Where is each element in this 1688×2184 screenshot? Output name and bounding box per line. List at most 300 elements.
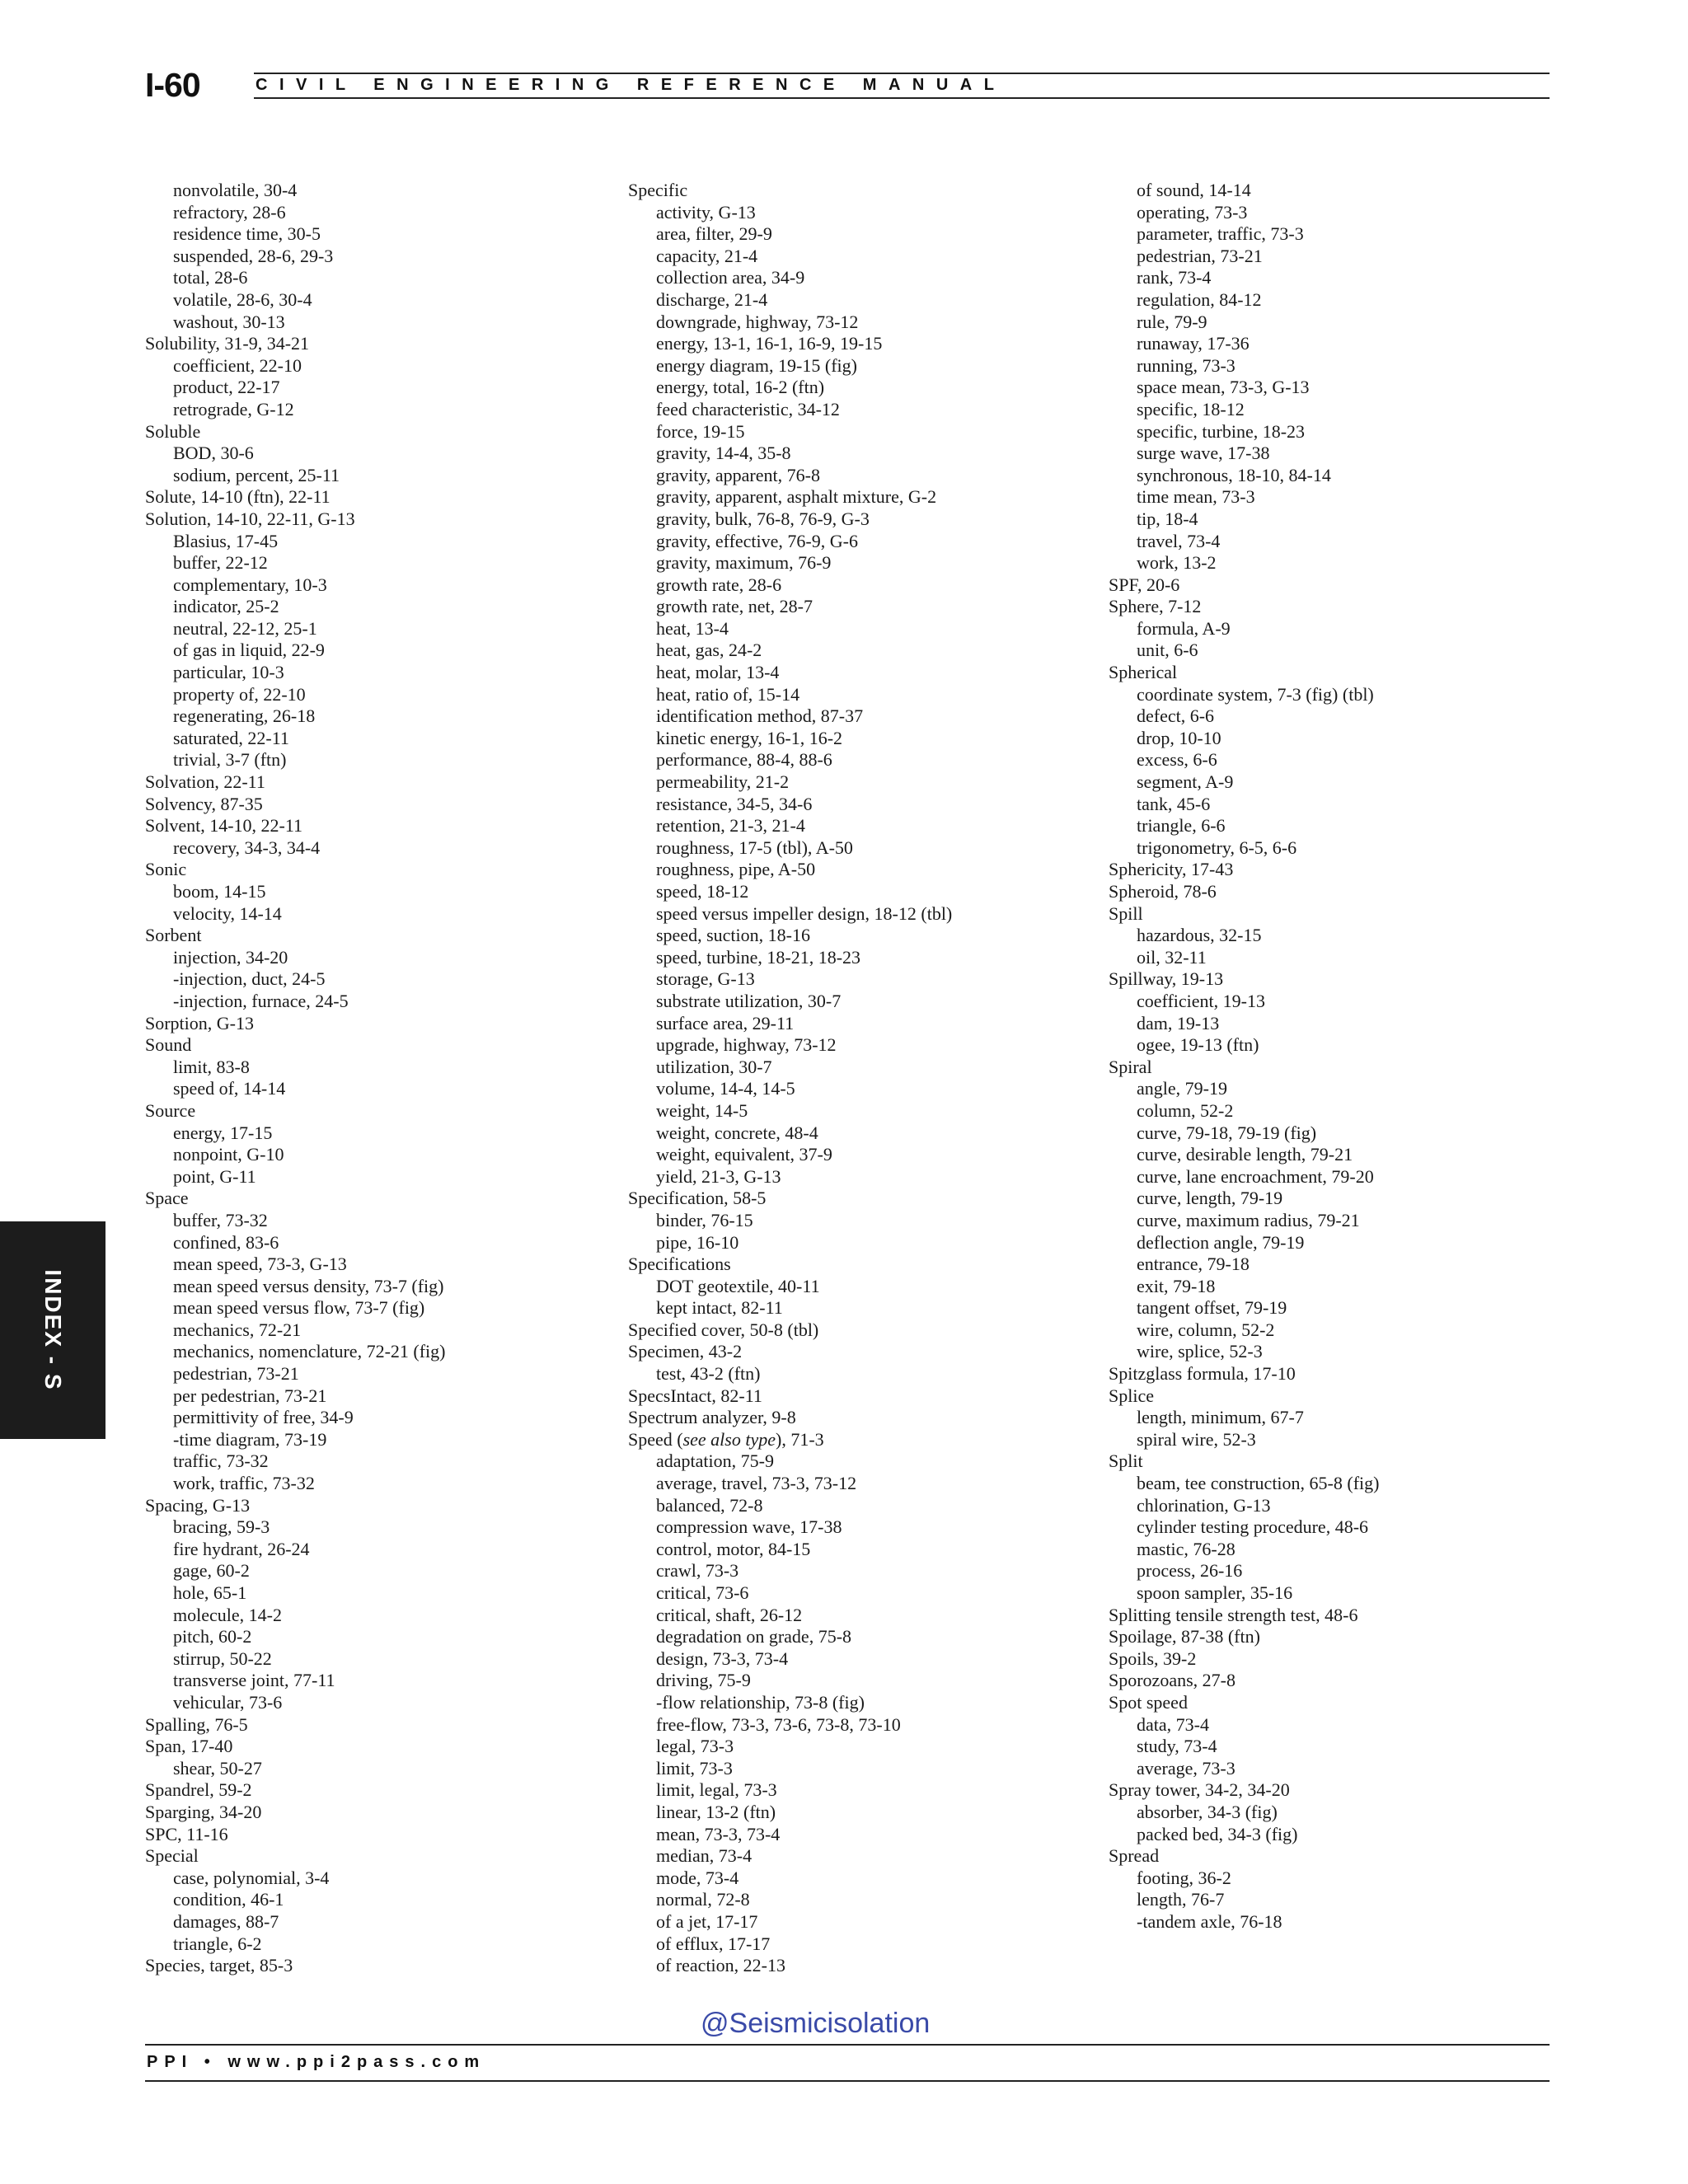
- entry-text: SPC, 11-16: [145, 1823, 228, 1844]
- index-subentry: [628, 947, 1090, 969]
- index-subentry: [1109, 1539, 1570, 1561]
- index-subentry: [1109, 1758, 1570, 1780]
- index-subentry: [628, 1232, 1090, 1254]
- index-entry: [628, 1407, 1090, 1429]
- entry-text: Sound: [145, 1034, 192, 1056]
- entry-text: SpecsIntact, 82-11: [628, 1385, 762, 1406]
- index-subentry: [145, 1385, 607, 1408]
- entry-text: -tandem axle, 76-18: [1137, 1910, 1282, 1932]
- entry-text: Specification, 58-5: [628, 1188, 767, 1209]
- index-subentry: [628, 355, 1090, 377]
- entry-text: segment, A-9: [1137, 771, 1234, 793]
- index-subentry: [1109, 1100, 1570, 1122]
- index-subentry: [145, 1363, 607, 1385]
- footer-rule-top: [145, 2044, 1550, 2046]
- entry-text: legal, 73-3: [656, 1736, 734, 1757]
- index-subentry: [628, 1144, 1090, 1166]
- entry-text: property of, 22-10: [173, 683, 306, 705]
- index-subentry: [1109, 202, 1570, 224]
- index-subentry: [145, 1232, 607, 1254]
- index-subentry: [145, 1166, 607, 1188]
- entry-text: Solvent, 14-10, 22-11: [145, 815, 303, 837]
- entry-text: travel, 73-4: [1137, 530, 1221, 551]
- index-column-1: [145, 180, 607, 1977]
- index-entry: [628, 1254, 1090, 1276]
- entry-text: of sound, 14-14: [1137, 180, 1251, 200]
- entry-text: -injection, furnace, 24-5: [173, 990, 349, 1011]
- index-subentry: [145, 1670, 607, 1692]
- entry-text: feed characteristic, 34-12: [656, 398, 840, 419]
- index-subentry: [628, 968, 1090, 991]
- entry-text: substrate utilization, 30-7: [656, 990, 842, 1011]
- index-subentry: [628, 1516, 1090, 1539]
- index-subentry: [145, 662, 607, 684]
- entry-text: Blasius, 17-45: [173, 530, 279, 551]
- index-subentry: [145, 1429, 607, 1451]
- entry-text: area, filter, 29-9: [656, 223, 772, 245]
- index-subentry: [1109, 1495, 1570, 1517]
- entry-text: regulation, 84-12: [1137, 288, 1262, 310]
- entry-text: heat, ratio of, 15-14: [656, 683, 800, 705]
- entry-text: free-flow, 73-3, 73-6, 73-8, 73-10: [656, 1713, 901, 1735]
- entry-text: recovery, 34-3, 34-4: [173, 837, 321, 858]
- entry-text: energy, 17-15: [173, 1122, 273, 1143]
- entry-text: nonvolatile, 30-4: [173, 180, 298, 200]
- entry-text: process, 26-16: [1137, 1560, 1243, 1582]
- index-subentry: [628, 662, 1090, 684]
- index-subentry: [1109, 289, 1570, 312]
- index-subentry: [628, 1451, 1090, 1473]
- entry-text: triangle, 6-2: [173, 1933, 262, 1954]
- index-subentry: [628, 1473, 1090, 1495]
- index-entry: [628, 1188, 1090, 1210]
- index-subentry: [145, 1144, 607, 1166]
- index-entry: [1109, 1451, 1570, 1473]
- index-subentry: [145, 728, 607, 750]
- entry-text: median, 73-4: [656, 1845, 753, 1867]
- index-subentry: [628, 1013, 1090, 1035]
- index-subentry: [145, 1692, 607, 1714]
- index-subentry: [1109, 1473, 1570, 1495]
- index-subentry: [145, 552, 607, 574]
- index-subentry: [1109, 1341, 1570, 1363]
- entry-text: refractory, 28-6: [173, 201, 286, 223]
- index-subentry: [628, 289, 1090, 312]
- index-subentry: [1109, 180, 1570, 202]
- page-number: I-60: [145, 66, 200, 104]
- index-entry: [1109, 1779, 1570, 1802]
- index-subentry: [1109, 377, 1570, 399]
- entry-text: spiral wire, 52-3: [1137, 1428, 1256, 1450]
- entry-text: spoon sampler, 35-16: [1137, 1582, 1293, 1603]
- entry-text: rank, 73-4: [1137, 267, 1212, 288]
- index-entry: [628, 1429, 1090, 1451]
- entry-text: mastic, 76-28: [1137, 1538, 1236, 1559]
- index-subentry: [1109, 1889, 1570, 1911]
- index-entry: [145, 794, 607, 816]
- entry-text: length, minimum, 67-7: [1137, 1407, 1304, 1428]
- entry-text: mechanics, nomenclature, 72-21 (fig): [173, 1341, 446, 1362]
- index-subentry: [628, 1166, 1090, 1188]
- entry-text: degradation on grade, 75-8: [656, 1626, 852, 1647]
- index-subentry: [628, 1495, 1090, 1517]
- running-title: CIVIL ENGINEERING REFERENCE MANUAL: [256, 76, 1006, 94]
- entry-text: heat, gas, 24-2: [656, 640, 762, 661]
- index-subentry: [628, 991, 1090, 1013]
- index-subentry: [628, 1802, 1090, 1824]
- index-subentry: [1109, 705, 1570, 728]
- index-subentry: [628, 1955, 1090, 1977]
- index-subentry: [628, 574, 1090, 597]
- entry-text: cylinder testing procedure, 48-6: [1137, 1516, 1369, 1538]
- entry-text: limit, 83-8: [173, 1056, 250, 1077]
- header-rule-bottom: [254, 97, 1550, 99]
- index-column-3: [1109, 180, 1570, 1933]
- entry-text: average, travel, 73-3, 73-12: [656, 1473, 857, 1494]
- index-subentry: [628, 1824, 1090, 1846]
- entry-text: saturated, 22-11: [173, 727, 289, 748]
- entry-text: curve, 79-18, 79-19 (fig): [1137, 1122, 1317, 1143]
- entry-text: surface area, 29-11: [656, 1012, 795, 1033]
- entry-text: wire, splice, 52-3: [1137, 1341, 1263, 1362]
- index-subentry: [628, 859, 1090, 881]
- index-subentry: [628, 640, 1090, 662]
- entry-text: speed versus impeller design, 18-12 (tbl): [656, 902, 953, 924]
- entry-text: particular, 10-3: [173, 662, 284, 683]
- index-subentry: [145, 1516, 607, 1539]
- entry-text: kinetic energy, 16-1, 16-2: [656, 727, 843, 748]
- entry-text: curve, maximum radius, 79-21: [1137, 1209, 1360, 1230]
- index-subentry: [628, 377, 1090, 399]
- index-subentry: [145, 991, 607, 1013]
- entry-text: Spalling, 76-5: [145, 1713, 248, 1735]
- index-subentry: [1109, 925, 1570, 947]
- entry-text: study, 73-4: [1137, 1736, 1217, 1757]
- index-subentry: [145, 399, 607, 421]
- entry-text: resistance, 34-5, 34-6: [656, 793, 813, 814]
- entry-text: work, traffic, 73-32: [173, 1473, 315, 1494]
- entry-text: critical, shaft, 26-12: [656, 1604, 803, 1625]
- index-subentry: [1109, 531, 1570, 553]
- index-subentry: [145, 1276, 607, 1298]
- entry-text: defect, 6-6: [1137, 705, 1215, 727]
- entry-text: Spill: [1109, 902, 1143, 924]
- entry-text: indicator, 25-2: [173, 596, 279, 617]
- entry-text: speed, turbine, 18-21, 18-23: [656, 946, 861, 968]
- index-subentry: [1109, 421, 1570, 443]
- entry-text: Solubility, 31-9, 34-21: [145, 333, 310, 354]
- index-subentry: [145, 289, 607, 312]
- entry-text: Spoilage, 87-38 (ftn): [1109, 1626, 1260, 1647]
- entry-text: length, 76-7: [1137, 1889, 1225, 1910]
- entry-text: retrograde, G-12: [173, 398, 294, 419]
- index-subentry: [628, 486, 1090, 509]
- index-entry: [1109, 662, 1570, 684]
- index-entry: [1109, 859, 1570, 881]
- index-subentry: [145, 1254, 607, 1276]
- entry-text: gage, 60-2: [173, 1560, 250, 1582]
- index-entry: [628, 1341, 1090, 1363]
- entry-text: point, G-11: [173, 1165, 256, 1187]
- page-header: [145, 64, 1550, 105]
- index-subentry: [628, 815, 1090, 837]
- index-entry: [1109, 1692, 1570, 1714]
- entry-text: Spheroid, 78-6: [1109, 881, 1217, 902]
- entry-text: pedestrian, 73-21: [1137, 245, 1263, 266]
- index-subentry: [145, 749, 607, 771]
- entry-text: hazardous, 32-15: [1137, 925, 1262, 946]
- index-entry: [145, 925, 607, 947]
- entry-text: damages, 88-7: [173, 1910, 279, 1932]
- index-side-tab: [0, 1221, 106, 1439]
- index-subentry: [628, 794, 1090, 816]
- entry-text: molecule, 14-2: [173, 1604, 282, 1625]
- index-entry: [1109, 1845, 1570, 1868]
- index-subentry: [145, 1648, 607, 1671]
- index-subentry: [1109, 1429, 1570, 1451]
- index-entry: [145, 486, 607, 509]
- entry-text: excess, 6-6: [1137, 749, 1217, 771]
- entry-text: Spandrel, 59-2: [145, 1779, 252, 1801]
- index-subentry: [145, 1605, 607, 1627]
- entry-text: DOT geotextile, 40-11: [656, 1275, 820, 1296]
- index-entry: [145, 1955, 607, 1977]
- entry-text: of efflux, 17-17: [656, 1933, 771, 1954]
- entry-text: growth rate, 28-6: [656, 574, 782, 595]
- entry-text: permeability, 21-2: [656, 771, 790, 793]
- entry-text: per pedestrian, 73-21: [173, 1385, 327, 1406]
- index-subentry: [145, 1451, 607, 1473]
- index-entry: [1109, 596, 1570, 618]
- index-subentry: [628, 1714, 1090, 1736]
- entry-text: weight, equivalent, 37-9: [656, 1144, 832, 1165]
- index-subentry: [628, 465, 1090, 487]
- index-subentry: [1109, 333, 1570, 355]
- index-subentry: [145, 903, 607, 926]
- entry-text: mode, 73-4: [656, 1867, 739, 1888]
- entry-text: Sonic: [145, 859, 187, 880]
- entry-text: sodium, percent, 25-11: [173, 464, 340, 485]
- index-subentry: [145, 246, 607, 268]
- index-subentry: [145, 465, 607, 487]
- entry-text: weight, 14-5: [656, 1099, 748, 1121]
- index-subentry: [145, 1122, 607, 1145]
- entry-text: gravity, effective, 76-9, G-6: [656, 530, 858, 551]
- index-entry: [145, 1100, 607, 1122]
- entry-text: of gas in liquid, 22-9: [173, 640, 325, 661]
- index-subentry: [628, 1605, 1090, 1627]
- entry-text: binder, 76-15: [656, 1209, 753, 1230]
- index-subentry: [628, 684, 1090, 706]
- index-subentry: [1109, 486, 1570, 509]
- entry-text: wire, column, 52-2: [1137, 1319, 1275, 1340]
- index-subentry: [145, 1319, 607, 1342]
- entry-text: drop, 10-10: [1137, 727, 1221, 748]
- entry-text: column, 52-2: [1137, 1099, 1234, 1121]
- entry-text: packed bed, 34-3 (fig): [1137, 1823, 1298, 1844]
- entry-text: fire hydrant, 26-24: [173, 1538, 310, 1559]
- index-subentry: [1109, 1911, 1570, 1933]
- index-subentry: [1109, 794, 1570, 816]
- index-subentry: [145, 1473, 607, 1495]
- entry-text: Specific: [628, 180, 688, 200]
- entry-text: volume, 14-4, 14-5: [656, 1078, 795, 1099]
- entry-text: curve, length, 79-19: [1137, 1188, 1283, 1209]
- index-subentry: [628, 1057, 1090, 1079]
- entry-text: coordinate system, 7-3 (fig) (tbl): [1137, 683, 1374, 705]
- index-subentry: [1109, 1210, 1570, 1232]
- index-subentry: [1109, 1232, 1570, 1254]
- index-subentry: [145, 1297, 607, 1319]
- entry-text: formula, A-9: [1137, 617, 1231, 639]
- entry-text: surge wave, 17-38: [1137, 443, 1270, 464]
- entry-text: mean speed, 73-3, G-13: [173, 1254, 347, 1275]
- index-subentry: [145, 531, 607, 553]
- index-subentry: [145, 705, 607, 728]
- entry-text: gravity, 14-4, 35-8: [656, 443, 791, 464]
- index-subentry: [145, 1407, 607, 1429]
- index-subentry: [628, 1911, 1090, 1933]
- entry-text: driving, 75-9: [656, 1670, 751, 1691]
- entry-text: Solvency, 87-35: [145, 793, 263, 814]
- entry-text: Specimen, 43-2: [628, 1341, 743, 1362]
- index-subentry: [628, 1363, 1090, 1385]
- entry-text: Soluble: [145, 420, 201, 442]
- entry-text: crawl, 73-3: [656, 1560, 739, 1582]
- entry-text: Spread: [1109, 1845, 1160, 1867]
- index-subentry: [628, 1100, 1090, 1122]
- entry-text: Spiral: [1109, 1056, 1152, 1077]
- index-subentry: [1109, 1276, 1570, 1298]
- index-subentry: [145, 684, 607, 706]
- index-entry: [145, 333, 607, 355]
- index-subentry: [1109, 1516, 1570, 1539]
- index-subentry: [1109, 1166, 1570, 1188]
- entry-text: washout, 30-13: [173, 311, 285, 332]
- index-entry: [1109, 1648, 1570, 1671]
- index-entry: [145, 859, 607, 881]
- index-subentry: [145, 618, 607, 640]
- index-subentry: [1109, 1714, 1570, 1736]
- index-entry: [628, 1385, 1090, 1408]
- index-subentry: [1109, 1407, 1570, 1429]
- index-subentry: [145, 1868, 607, 1890]
- entry-text: design, 73-3, 73-4: [656, 1647, 789, 1669]
- index-entry: [145, 1802, 607, 1824]
- entry-text: vehicular, 73-6: [173, 1691, 283, 1713]
- index-subentry: [628, 202, 1090, 224]
- index-subentry: [628, 837, 1090, 860]
- index-subentry: [1109, 223, 1570, 246]
- index-subentry: [1109, 1319, 1570, 1342]
- index-subentry: [1109, 771, 1570, 794]
- entry-text: discharge, 21-4: [656, 288, 768, 310]
- index-subentry: [145, 223, 607, 246]
- index-entry: [145, 1495, 607, 1517]
- index-subentry: [628, 1078, 1090, 1100]
- entry-text: injection, 34-20: [173, 946, 288, 968]
- index-column-2: [628, 180, 1090, 1977]
- entry-text: residence time, 30-5: [173, 223, 321, 245]
- entry-text: condition, 46-1: [173, 1889, 284, 1910]
- entry-text: mean speed versus flow, 73-7 (fig): [173, 1297, 425, 1319]
- entry-text: of reaction, 22-13: [656, 1955, 785, 1976]
- index-entry: [628, 180, 1090, 202]
- index-subentry: [145, 968, 607, 991]
- index-subentry: [1109, 1736, 1570, 1758]
- index-subentry: [145, 1341, 607, 1363]
- index-subentry: [628, 246, 1090, 268]
- entry-text: Species, target, 85-3: [145, 1955, 293, 1976]
- index-subentry: [1109, 728, 1570, 750]
- index-subentry: [1109, 1582, 1570, 1605]
- entry-text: stirrup, 50-22: [173, 1647, 272, 1669]
- entry-text: limit, 73-3: [656, 1757, 733, 1779]
- entry-text: Solution, 14-10, 22-11, G-13: [145, 508, 355, 529]
- index-subentry: [628, 333, 1090, 355]
- entry-text: storage, G-13: [656, 968, 755, 990]
- entry-text: data, 73-4: [1137, 1713, 1209, 1735]
- index-subentry: [145, 881, 607, 903]
- entry-text: Spectrum analyzer, 9-8: [628, 1407, 796, 1428]
- entry-text: Sorbent: [145, 925, 202, 946]
- entry-text: triangle, 6-6: [1137, 815, 1226, 837]
- entry-text: tip, 18-4: [1137, 508, 1198, 529]
- index-subentry: [628, 1648, 1090, 1671]
- index-subentry: [628, 509, 1090, 531]
- entry-text: -time diagram, 73-19: [173, 1428, 327, 1450]
- entry-text: capacity, 21-4: [656, 245, 758, 266]
- index-subentry: [145, 1933, 607, 1956]
- entry-text: SPF, 20-6: [1109, 574, 1180, 595]
- index-subentry: [145, 640, 607, 662]
- entry-text: roughness, 17-5 (tbl), A-50: [656, 837, 853, 858]
- index-subentry: [1109, 640, 1570, 662]
- entry-text: hole, 65-1: [173, 1582, 247, 1603]
- entry-text: pitch, 60-2: [173, 1626, 252, 1647]
- index-subentry: [628, 925, 1090, 947]
- entry-text: Sparging, 34-20: [145, 1801, 262, 1822]
- index-subentry: [145, 596, 607, 618]
- entry-text: adaptation, 75-9: [656, 1451, 774, 1472]
- entry-text: Spacing, G-13: [145, 1494, 251, 1516]
- entry-text: performance, 88-4, 88-6: [656, 749, 832, 771]
- index-entry: [145, 509, 607, 531]
- entry-text: Sphere, 7-12: [1109, 596, 1202, 617]
- index-subentry: [145, 312, 607, 334]
- entry-text: Solute, 14-10 (ftn), 22-11: [145, 486, 331, 508]
- index-subentry: [1109, 1824, 1570, 1846]
- entry-text: collection area, 34-9: [656, 267, 805, 288]
- index-subentry: [628, 1868, 1090, 1890]
- index-subentry: [145, 443, 607, 465]
- index-entry: [145, 815, 607, 837]
- footer-rule-bottom: [145, 2080, 1550, 2082]
- index-subentry: [145, 267, 607, 289]
- entry-text: Specified cover, 50-8 (tbl): [628, 1319, 819, 1340]
- index-subentry: [1109, 1078, 1570, 1100]
- entry-text: Spitzglass formula, 17-10: [1109, 1363, 1296, 1385]
- index-subentry: [1109, 312, 1570, 334]
- index-entry: [145, 1779, 607, 1802]
- entry-text: oil, 32-11: [1137, 946, 1207, 968]
- index-subentry: [1109, 465, 1570, 487]
- entry-text: total, 28-6: [173, 267, 248, 288]
- entry-text: yield, 21-3, G-13: [656, 1165, 781, 1187]
- index-subentry: [628, 1582, 1090, 1605]
- entry-text: tank, 45-6: [1137, 793, 1211, 814]
- entry-text: work, 13-2: [1137, 552, 1217, 574]
